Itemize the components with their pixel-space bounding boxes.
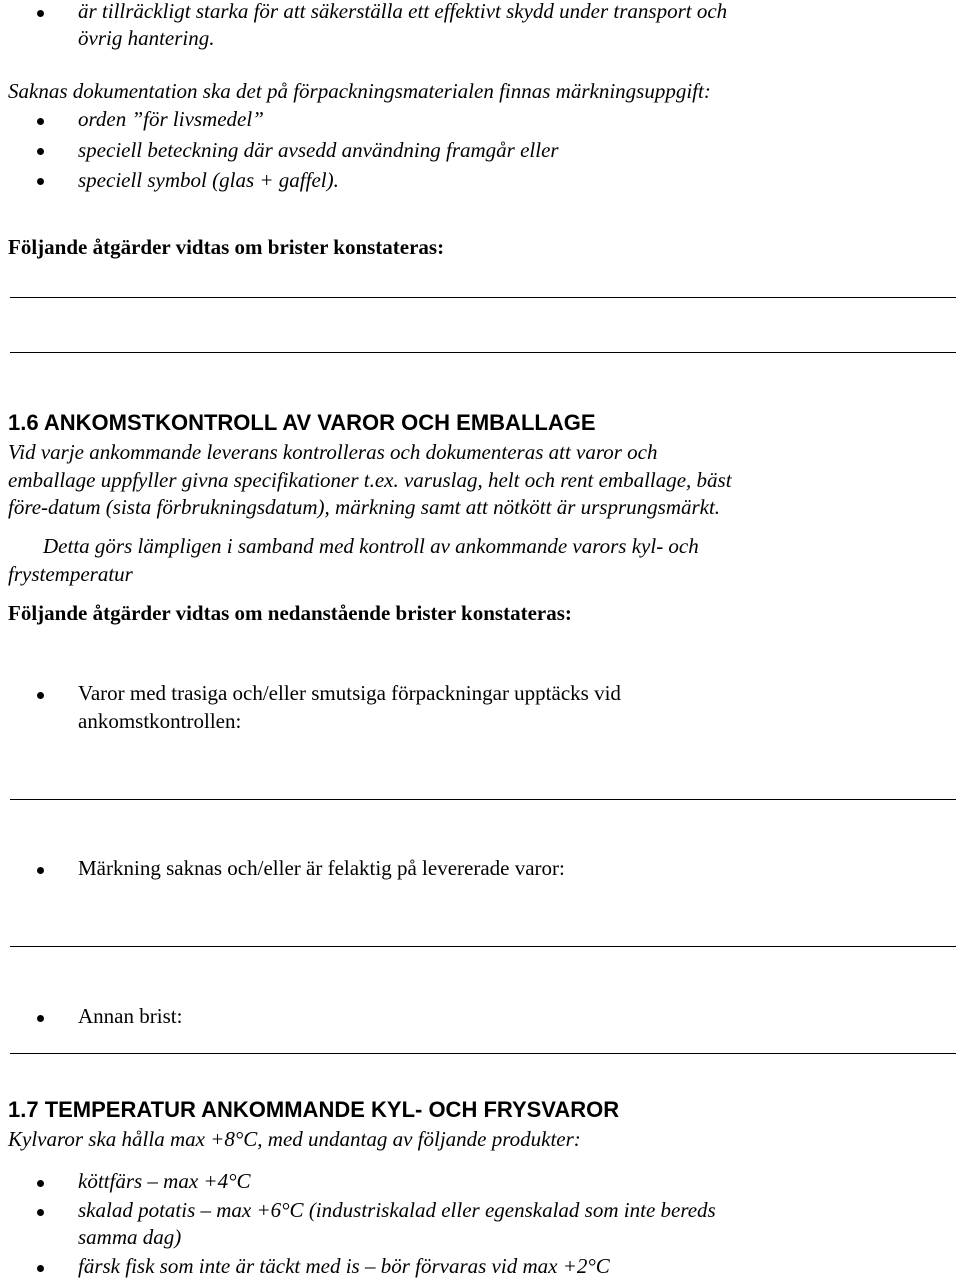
section-heading: 1.7 TEMPERATUR ANKOMMANDE KYL- OCH FRYSVAROR xyxy=(8,1097,620,1122)
list-item-text: Annan brist: xyxy=(78,1004,183,1028)
bullet-dot xyxy=(37,692,44,699)
list-item-text: speciell symbol (glas + gaffel). xyxy=(78,168,339,192)
bullet-dot xyxy=(37,1015,44,1022)
list-item-text: övrig hantering. xyxy=(78,26,215,50)
bullet-dot xyxy=(37,148,44,155)
bullet-dot xyxy=(37,10,44,17)
paragraph-line: emballage uppfyller givna specifikationer t.ex. varuslag, helt och rent emballage, bäst xyxy=(8,468,732,492)
list-item-text: samma dag) xyxy=(78,1225,182,1249)
fill-in-line[interactable] xyxy=(10,297,956,298)
list-item-text: färsk fisk som inte är täckt med is – bör förvaras vid max +2°C xyxy=(78,1254,610,1278)
paragraph-line: före-datum (sista förbrukningsdatum), märkning samt att nötkött är ursprungsmärkt. xyxy=(8,495,721,519)
list-item-text: orden ”för livsmedel” xyxy=(78,107,264,131)
list-item-text: Märkning saknas och/eller är felaktig på levererade varor: xyxy=(78,856,565,880)
actions-heading: Följande åtgärder vidtas om nedanstående brister konstateras: xyxy=(8,601,572,625)
paragraph: Kylvaror ska hålla max +8°C, med undantag av följande produkter: xyxy=(8,1127,581,1151)
paragraph-line: Vid varje ankommande leverans kontrolleras och dokumenteras att varor och xyxy=(8,440,658,464)
list-item-text: speciell beteckning där avsedd användning framgår eller xyxy=(78,138,559,162)
list-item-text: ankomstkontrollen: xyxy=(78,709,242,733)
bullet-dot xyxy=(37,1265,44,1272)
bullet-dot xyxy=(37,1180,44,1187)
fill-in-line[interactable] xyxy=(10,799,956,800)
list-item-text: Varor med trasiga och/eller smutsiga förpackningar upptäcks vid xyxy=(78,681,621,705)
list-item-text: skalad potatis – max +6°C (industriskalad eller egenskalad som inte bereds xyxy=(78,1198,716,1222)
actions-heading: Följande åtgärder vidtas om brister konstateras: xyxy=(8,235,445,259)
paragraph: Saknas dokumentation ska det på förpackningsmaterialen finnas märkningsuppgift: xyxy=(8,79,711,103)
fill-in-line[interactable] xyxy=(10,946,956,947)
paragraph-line: frystemperatur xyxy=(8,562,133,586)
fill-in-line[interactable] xyxy=(10,1053,956,1054)
bullet-dot xyxy=(37,1209,44,1216)
fill-in-line[interactable] xyxy=(10,352,956,353)
section-heading: 1.6 ANKOMSTKONTROLL AV VAROR OCH EMBALLAGE xyxy=(8,410,596,435)
bullet-dot xyxy=(37,178,44,185)
paragraph-line: Detta görs lämpligen i samband med kontroll av ankommande varors kyl- och xyxy=(43,534,699,558)
list-item-text: köttfärs – max +4°C xyxy=(78,1169,251,1193)
bullet-dot xyxy=(37,118,44,125)
list-item-text: är tillräckligt starka för att säkerställa ett effektivt skydd under transport och xyxy=(78,0,728,23)
bullet-dot xyxy=(37,867,44,874)
